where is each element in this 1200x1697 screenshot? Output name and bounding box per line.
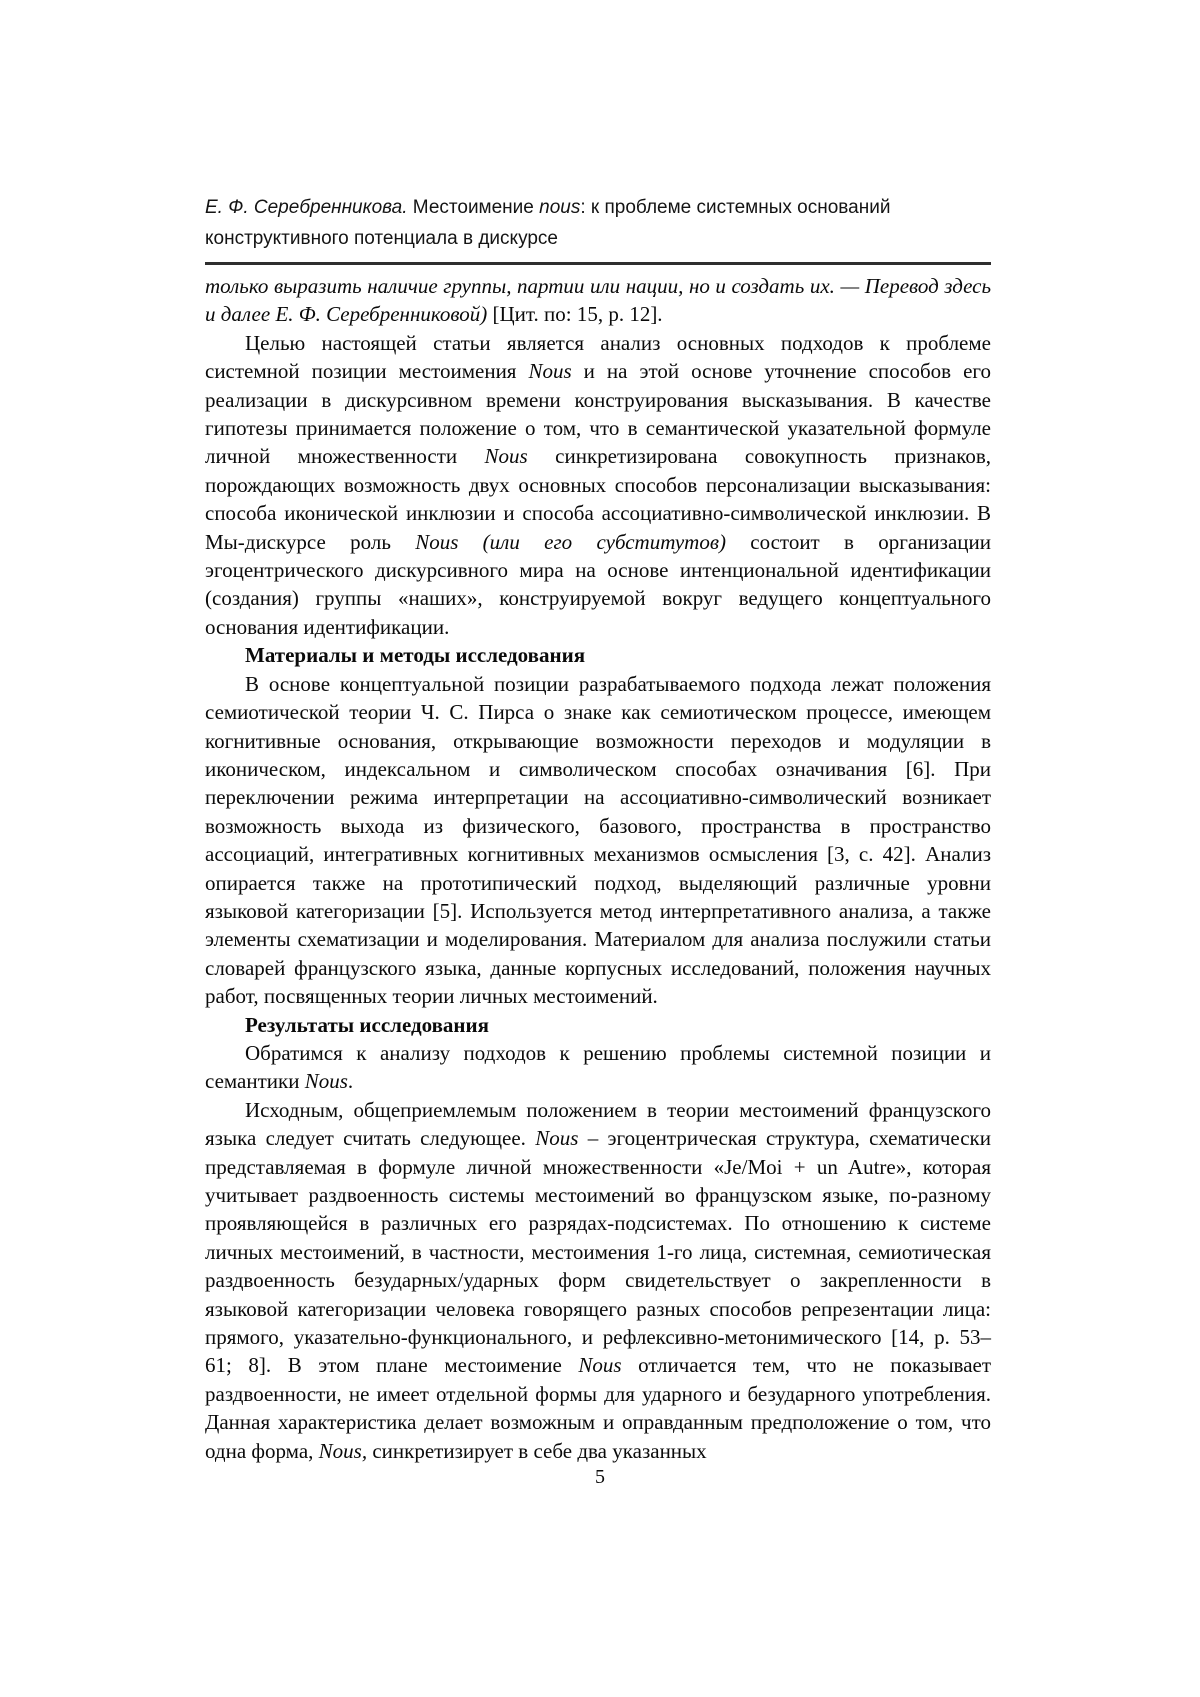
paragraph-goal — [205, 329, 991, 641]
running-head — [205, 192, 991, 254]
nous-term: Nous — [578, 1353, 622, 1378]
running-head-nous: nous — [539, 197, 581, 218]
paragraph-text: отличается тем, что не показывает раздвоенности, не имеет отдельной формы для ударного и безударного употребления. Данная характеристика делает возможным и оправданным предположение о том, что одна форма, — [205, 1353, 992, 1463]
nous-term: Nous — [535, 1126, 579, 1151]
running-head-author: Е. Ф. Серебренникова. — [205, 197, 408, 218]
paragraph-text: . — [347, 1069, 354, 1094]
nous-term: Nous, — [318, 1438, 368, 1463]
epigraph-paragraph — [205, 272, 991, 329]
nous-term: Nous — [528, 359, 572, 384]
paragraph-methods: В основе концептуальной позиции разрабатываемого подхода лежат положения семиотической теории Ч. С. Пирса о знаке как семиотическом процессе, имеющем когнитивные основания, открывающие возможности переходов и модуляции в иконическом, индексальном и символическом способах означивания [6]. При переключении режима интерпретации на ассоциативно-символический возникает возможность выхода из физического, базового, пространства в пространство ассоциаций, интегративных когнитивных механизмов осмысления [3, с. 42]. Анализ опирается также на прототипический подход, выделяющий различные уровни языковой категоризации [5]. Используется метод интерпретативного анализа, а также элементы схематизации и моделирования. Материалом для анализа послужили статьи словарей французского языка, данные корпусных исследований, положения научных работ, посвященных теории личных местоимений. — [205, 671, 991, 1009]
header-divider — [205, 262, 991, 265]
page-number: 5 — [595, 1466, 605, 1488]
paragraph-results-intro — [205, 1039, 991, 1096]
nous-term: Nous — [304, 1069, 348, 1094]
running-head-title-part1: Местоимение — [407, 197, 540, 218]
section-heading-results: Результаты исследования — [245, 1012, 489, 1037]
paragraph-text: синкретизирует в себе два указанных — [367, 1438, 707, 1463]
nous-term: Nous — [484, 444, 528, 469]
article-body — [205, 272, 991, 1465]
section-heading-materials: Материалы и методы исследования — [245, 643, 586, 668]
paragraph-text: синкретизирована совокупность признаков, порождающих возможность двух основных способов персонализации высказывания: способа иконической инклюзии и способа ассоциативно-символической инклюзии. В Мы-дискурсе роль — [205, 444, 992, 554]
epigraph-italic-text: только выразить наличие группы, партии или нации, но и создать их. — Перевод здесь и далее Е. Ф. Серебренниковой) — [205, 274, 991, 327]
page-content — [205, 192, 991, 1465]
epigraph-citation: [Цит. по: 15, p. 12]. — [487, 302, 663, 327]
paragraph-position — [205, 1096, 991, 1465]
running-head-title-part2: : к проблеме системных оснований конструктивного потенциала в дискурсе — [205, 197, 891, 249]
paragraph-text: – эгоцентрическая структура, схематически представляемая в формуле личной множественности «Je/Moi + un Autre», которая учитывает раздвоенность системы местоимений во французском языке, по-разному проявляющейся в различных его разрядах-подсистемах. По отношению к системе личных местоимений, в частности, местоимения 1-го лица, системная, семиотическая раздвоенность безударных/ударных форм свидетельствует о закрепленности в языковой категоризации человека говорящего разных способов репрезентации лица: прямого, указательно-функционального, и рефлексивно-метонимического [14, p. 53–61; 8]. В этом плане местоимение — [205, 1126, 992, 1378]
paragraph-text: Исходным, общеприемлемым положением в теории местоимений французского языка следует считать следующее. — [205, 1097, 991, 1151]
nous-term: Nous (или его субститутов) — [415, 529, 726, 554]
paragraph-text: Обратимся к анализу подходов к решению проблемы системной позиции и семантики — [205, 1040, 991, 1094]
paragraph-text: и на этой основе уточнение способов его реализации в дискурсивном времени конструирования высказывания. В качестве гипотезы принимается положение о том, что в семантической указательной формуле личной множественности — [205, 359, 991, 469]
paragraph-text: состоит в организации эгоцентрического дискурсивного мира на основе интенциональной идентификации (создания) группы «наших», конструируемой вокруг ведущего концептуального основания идентификации. — [205, 529, 991, 639]
paragraph-text: Целью настоящей статьи является анализ основных подходов к проблеме системной позиции местоимения — [205, 330, 991, 384]
